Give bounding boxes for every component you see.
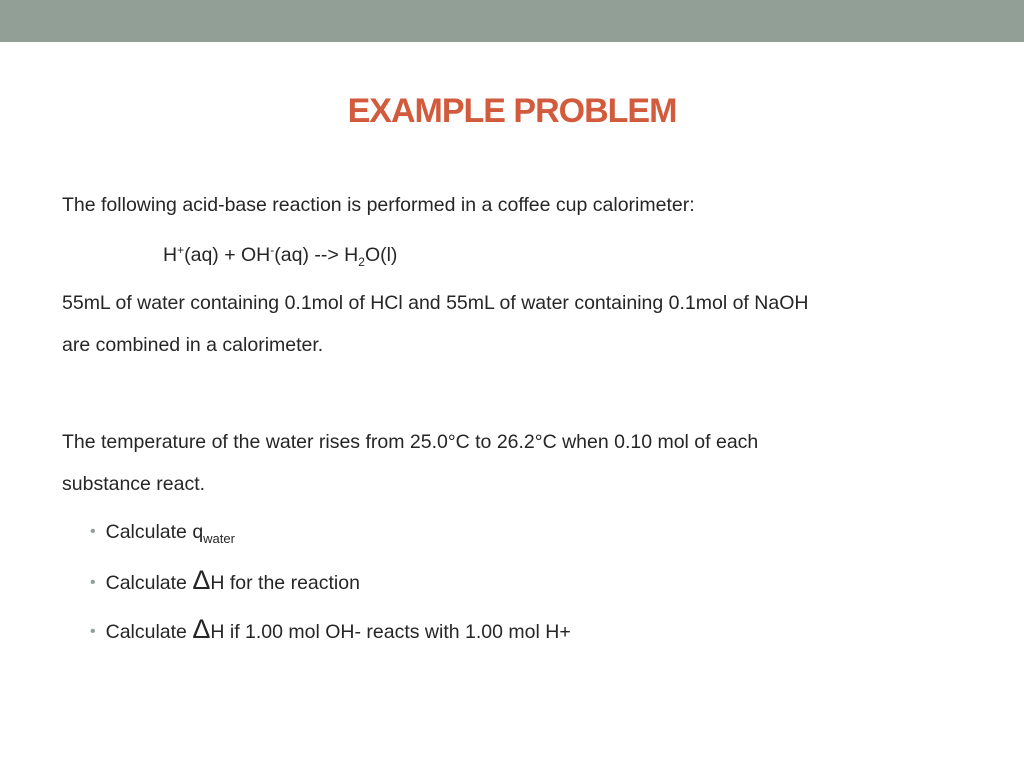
top-bar — [0, 0, 1024, 42]
paragraph-line: The temperature of the water rises from 25.0°C to 26.2°C when 0.10 mol of each — [62, 431, 759, 453]
bullet-item: • Calculate ΔH for the reaction — [90, 565, 360, 595]
reaction-equation: H+(aq) + OH-(aq) --> $H_2O(l)$ — [163, 243, 398, 269]
paragraph-line: substance react. — [62, 473, 206, 495]
bullet-item: • Calculate $q_{water}$ — [90, 521, 235, 546]
bullet-item: • Calculate ΔH if 1.00 mol OH- reacts with 1.00 mol H+ — [90, 614, 571, 644]
delta-symbol: Δ — [192, 614, 211, 644]
bullet-marker: • — [90, 523, 96, 540]
delta-symbol: Δ — [192, 565, 211, 595]
bullet-marker: • — [90, 623, 96, 640]
intro-text: The following acid-base reaction is performed in a coffee cup calorimeter: — [62, 194, 695, 216]
bullet-marker: • — [90, 574, 96, 591]
paragraph-line: are combined in a calorimeter. — [62, 334, 324, 356]
paragraph-line: 55mL of water containing 0.1mol of HCl and 55mL of water containing 0.1mol of NaOH — [62, 292, 809, 314]
slide-title: EXAMPLE PROBLEM — [347, 92, 677, 130]
